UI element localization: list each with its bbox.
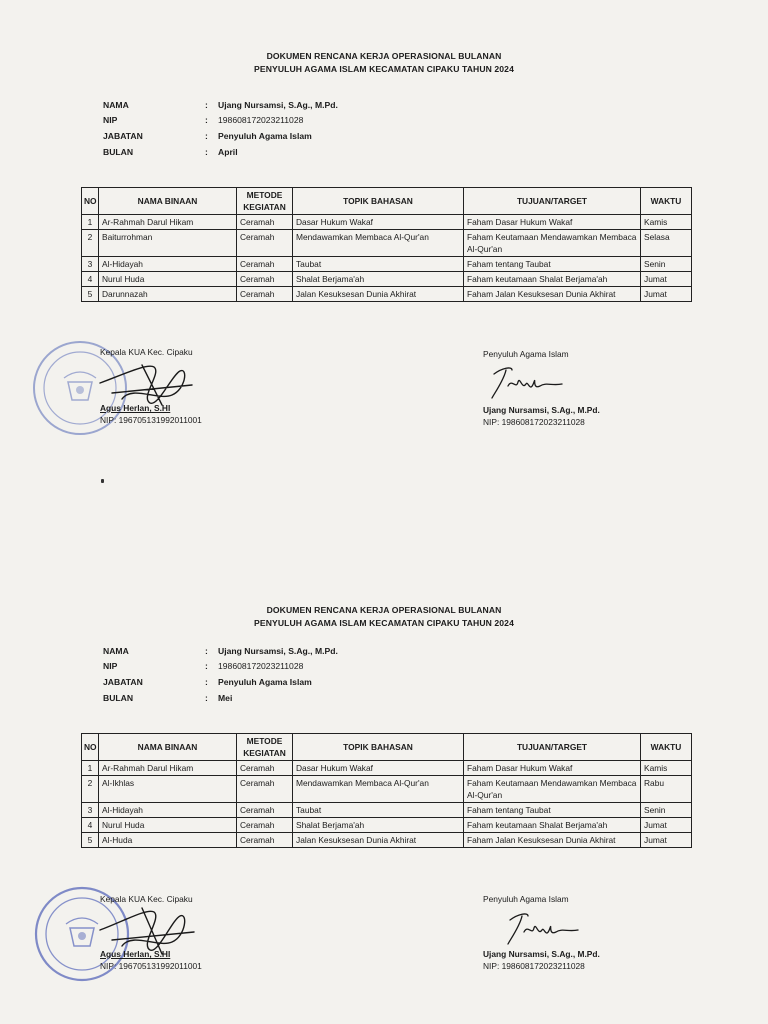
cell-tujuan: Faham Jalan Kesuksesan Dunia Akhirat bbox=[464, 287, 641, 302]
left-sign-role: Kepala KUA Kec. Cipaku bbox=[100, 347, 193, 357]
table-row bbox=[82, 803, 692, 818]
info-value: Mei bbox=[218, 693, 233, 703]
col-header-tujuan: TUJUAN/TARGET bbox=[464, 188, 641, 215]
info-value: Ujang Nursamsi, S.Ag., M.Pd. bbox=[218, 646, 338, 656]
cell-nama: Al-Hidayah bbox=[99, 803, 237, 818]
col-header-metode: METODE KEGIATAN bbox=[237, 188, 293, 215]
cell-topik: Mendawamkan Membaca Al-Qur'an bbox=[293, 230, 464, 257]
cell-nama: Al-Hidayah bbox=[99, 257, 237, 272]
cell-topik: Shalat Berjama'ah bbox=[293, 818, 464, 833]
cell-topik: Jalan Kesuksesan Dunia Akhirat bbox=[293, 287, 464, 302]
cell-nama: Darunnazah bbox=[99, 287, 237, 302]
cell-metode: Ceramah bbox=[237, 776, 293, 803]
right-signatory-name-block bbox=[483, 948, 600, 972]
right-sign-role: Penyuluh Agama Islam bbox=[483, 349, 569, 359]
cell-waktu: Senin bbox=[641, 257, 692, 272]
info-value: Penyuluh Agama Islam bbox=[218, 677, 312, 687]
col-header-nama: NAMA BINAAN bbox=[99, 188, 237, 215]
cell-waktu: Kamis bbox=[641, 215, 692, 230]
table-row bbox=[82, 230, 692, 257]
table-row bbox=[82, 761, 692, 776]
cell-waktu: Rabu bbox=[641, 776, 692, 803]
cell-no: 4 bbox=[82, 272, 99, 287]
title-line-2: PENYULUH AGAMA ISLAM KECAMATAN CIPAKU TAHUN 2024 bbox=[254, 618, 514, 628]
left-signatory bbox=[100, 346, 193, 358]
cell-metode: Ceramah bbox=[237, 803, 293, 818]
cell-no: 5 bbox=[82, 833, 99, 848]
cell-topik: Taubat bbox=[293, 803, 464, 818]
cell-no: 5 bbox=[82, 287, 99, 302]
cell-tujuan: Faham tentang Taubat bbox=[464, 803, 641, 818]
info-value: 198608172023211028 bbox=[218, 115, 304, 125]
col-header-metode: METODE KEGIATAN bbox=[237, 734, 293, 761]
left-signatory bbox=[100, 893, 193, 905]
cell-metode: Ceramah bbox=[237, 818, 293, 833]
plan-table bbox=[81, 187, 692, 302]
col-header-waktu: WAKTU bbox=[641, 734, 692, 761]
cell-no: 3 bbox=[82, 803, 99, 818]
info-label: NAMA bbox=[103, 646, 129, 656]
right-sign-name: Ujang Nursamsi, S.Ag., M.Pd. bbox=[483, 949, 600, 959]
cell-waktu: Jumat bbox=[641, 833, 692, 848]
cell-tujuan: Faham Keutamaan Mendawamkan Membaca Al-Qur'an bbox=[464, 230, 641, 257]
cell-waktu: Senin bbox=[641, 803, 692, 818]
table-row bbox=[82, 818, 692, 833]
cell-nama: Nurul Huda bbox=[99, 272, 237, 287]
right-signatory bbox=[483, 348, 569, 360]
left-sign-name: Agus Herlan, S.HI bbox=[100, 949, 171, 959]
cell-topik: Shalat Berjama'ah bbox=[293, 272, 464, 287]
penyuluh-signature-icon bbox=[498, 906, 588, 950]
table-header-row bbox=[82, 734, 692, 761]
title-line-1: DOKUMEN RENCANA KERJA OPERASIONAL BULANAN bbox=[266, 51, 502, 61]
document-title bbox=[0, 604, 768, 630]
cell-tujuan: Faham Jalan Kesuksesan Dunia Akhirat bbox=[464, 833, 641, 848]
table-row bbox=[82, 215, 692, 230]
cell-nama: Baiturrohman bbox=[99, 230, 237, 257]
table-row bbox=[82, 833, 692, 848]
cell-tujuan: Faham keutamaan Shalat Berjama'ah bbox=[464, 818, 641, 833]
cell-nama: Al-Huda bbox=[99, 833, 237, 848]
cell-tujuan: Faham keutamaan Shalat Berjama'ah bbox=[464, 272, 641, 287]
cell-topik: Mendawamkan Membaca Al-Qur'an bbox=[293, 776, 464, 803]
cell-nama: Ar-Rahmah Darul Hikam bbox=[99, 215, 237, 230]
right-sign-nip: NIP: 198608172023211028 bbox=[483, 961, 585, 971]
cell-no: 2 bbox=[82, 776, 99, 803]
cell-metode: Ceramah bbox=[237, 833, 293, 848]
info-label: JABATAN bbox=[103, 677, 143, 687]
cell-tujuan: Faham Keutamaan Mendawamkan Membaca Al-Qur'an bbox=[464, 776, 641, 803]
cell-waktu: Jumat bbox=[641, 818, 692, 833]
col-header-nama: NAMA BINAAN bbox=[99, 734, 237, 761]
info-label: BULAN bbox=[103, 147, 134, 157]
info-value: Penyuluh Agama Islam bbox=[218, 131, 312, 141]
right-sign-nip: NIP: 198608172023211028 bbox=[483, 417, 585, 427]
cell-no: 1 bbox=[82, 215, 99, 230]
cell-nama: Ar-Rahmah Darul Hikam bbox=[99, 761, 237, 776]
cell-tujuan: Faham Dasar Hukum Wakaf bbox=[464, 761, 641, 776]
cell-waktu: Jumat bbox=[641, 287, 692, 302]
cell-metode: Ceramah bbox=[237, 761, 293, 776]
info-value: 198608172023211028 bbox=[218, 661, 304, 671]
cell-waktu: Selasa bbox=[641, 230, 692, 257]
col-header-waktu: WAKTU bbox=[641, 188, 692, 215]
left-sign-nip: NIP: 196705131992011001 bbox=[100, 415, 202, 425]
right-sign-name: Ujang Nursamsi, S.Ag., M.Pd. bbox=[483, 405, 600, 415]
info-label: JABATAN bbox=[103, 131, 143, 141]
scanned-page: DOKUMEN RENCANA KERJA OPERASIONAL BULANAN PENYULUH AGAMA ISLAM KECAMATAN CIPAKU TAHUN 2024 NAMA : Ujang Nursamsi, S.Ag., M.Pd. NIP : 198608172023211028 JABATAN : Penyuluh Agama Islam BULAN : April NO NAMA BINAAN METODE KEGIATAN TOPIK BAHASAN TUJUAN/TARGET WAKTU 1 Ar-Rahmah Darul Hikam Ceramah Dasar Hukum Wakaf Faham Dasar Hukum Wakaf Kamis 2 Baiturrohman Ceramah Mendawamkan Membaca Al-Qur'an Faham Keutamaan Mendawamkan Membaca Al-Qur'an Selasa 3 Al-Hidayah Ceramah Taubat Faham tentang Taubat Senin 4 Nurul Huda Ceramah Shalat Berjama'ah Faham keutamaan Shalat Berjama'ah Jumat 5 Darunnazah Ceramah Jalan Kesuksesan Dunia Akhirat Faham Jalan Kesuksesan Dunia Akhirat Jumat Kepala KUA Kec. Cipaku Agus Herlan, S.HI NIP: 196705131992011001 Penyuluh Agama Islam Ujang Nursamsi, S.Ag., M.Pd. NIP: 198608172023211028 DOKUMEN RENCANA KERJA OPERASIONAL BULANAN PENYULUH AGAMA ISLAM KECAMATAN CIPAKU TAHUN 2024 NAMA : Ujang Nursamsi, S.Ag., M.Pd. NIP : 198608172023211028 JABATAN : Penyuluh Agama Islam BULAN : Mei NO NAMA BINAAN METODE KEGIATAN TOPIK BAHASAN TUJUAN/TARGET WAKTU 1 Ar-Rahmah Darul Hikam Ceramah Dasar Hukum Wakaf Faham Dasar Hukum Wakaf Kamis 2 Al-Ikhlas Ceramah Mendawamkan Membaca Al-Qur'an Faham Keutamaan Mendawamkan Membaca Al-Qur'an Rabu 3 Al-Hidayah Ceramah Taubat Faham tentang Taubat Senin 4 Nurul Huda Ceramah Shalat Berjama'ah Faham keutamaan Shalat Berjama'ah Jumat 5 Al-Huda Ceramah Jalan Kesuksesan Dunia Akhirat Faham Jalan Kesuksesan Dunia Akhirat Jumat Kepala KUA Kec. Cipaku Agus Herlan, S.HI NIP: 196705131992011001 Penyuluh Agama Islam Ujang Nursamsi, S.Ag., M.Pd. NIP: 198608172023211028 bbox=[0, 0, 768, 1024]
info-label: BULAN bbox=[103, 693, 134, 703]
right-signatory-name-block bbox=[483, 404, 600, 428]
left-sign-name: Agus Herlan, S.HI bbox=[100, 403, 171, 413]
info-value: Ujang Nursamsi, S.Ag., M.Pd. bbox=[218, 100, 338, 110]
right-signatory bbox=[483, 893, 569, 905]
cell-waktu: Kamis bbox=[641, 761, 692, 776]
scan-speck bbox=[101, 479, 104, 483]
info-label: NIP bbox=[103, 661, 118, 671]
cell-topik: Dasar Hukum Wakaf bbox=[293, 215, 464, 230]
cell-metode: Ceramah bbox=[237, 230, 293, 257]
document-title bbox=[0, 50, 768, 76]
col-header-tujuan: TUJUAN/TARGET bbox=[464, 734, 641, 761]
info-label: NIP bbox=[103, 115, 118, 125]
plan-table bbox=[81, 733, 692, 848]
cell-tujuan: Faham Dasar Hukum Wakaf bbox=[464, 215, 641, 230]
cell-metode: Ceramah bbox=[237, 257, 293, 272]
table-row bbox=[82, 272, 692, 287]
col-header-topik: TOPIK BAHASAN bbox=[293, 734, 464, 761]
info-label: NAMA bbox=[103, 100, 129, 110]
cell-no: 3 bbox=[82, 257, 99, 272]
info-value: April bbox=[218, 147, 238, 157]
cell-no: 4 bbox=[82, 818, 99, 833]
left-sign-role: Kepala KUA Kec. Cipaku bbox=[100, 894, 193, 904]
cell-waktu: Jumat bbox=[641, 272, 692, 287]
table-row bbox=[82, 287, 692, 302]
title-line-2: PENYULUH AGAMA ISLAM KECAMATAN CIPAKU TAHUN 2024 bbox=[254, 64, 514, 74]
left-signatory-name-block bbox=[100, 948, 202, 972]
cell-metode: Ceramah bbox=[237, 272, 293, 287]
left-sign-nip: NIP: 196705131992011001 bbox=[100, 961, 202, 971]
penyuluh-signature-icon bbox=[482, 360, 572, 404]
cell-topik: Dasar Hukum Wakaf bbox=[293, 761, 464, 776]
cell-nama: Al-Ikhlas bbox=[99, 776, 237, 803]
title-line-1: DOKUMEN RENCANA KERJA OPERASIONAL BULANAN bbox=[266, 605, 502, 615]
table-header-row bbox=[82, 188, 692, 215]
left-signatory-name-block bbox=[100, 402, 202, 426]
col-header-no: NO bbox=[82, 734, 99, 761]
table-row bbox=[82, 257, 692, 272]
cell-topik: Taubat bbox=[293, 257, 464, 272]
table-row bbox=[82, 776, 692, 803]
col-header-topik: TOPIK BAHASAN bbox=[293, 188, 464, 215]
cell-no: 1 bbox=[82, 761, 99, 776]
col-header-no: NO bbox=[82, 188, 99, 215]
cell-metode: Ceramah bbox=[237, 287, 293, 302]
cell-no: 2 bbox=[82, 230, 99, 257]
cell-metode: Ceramah bbox=[237, 215, 293, 230]
right-sign-role: Penyuluh Agama Islam bbox=[483, 894, 569, 904]
cell-tujuan: Faham tentang Taubat bbox=[464, 257, 641, 272]
cell-topik: Jalan Kesuksesan Dunia Akhirat bbox=[293, 833, 464, 848]
cell-nama: Nurul Huda bbox=[99, 818, 237, 833]
